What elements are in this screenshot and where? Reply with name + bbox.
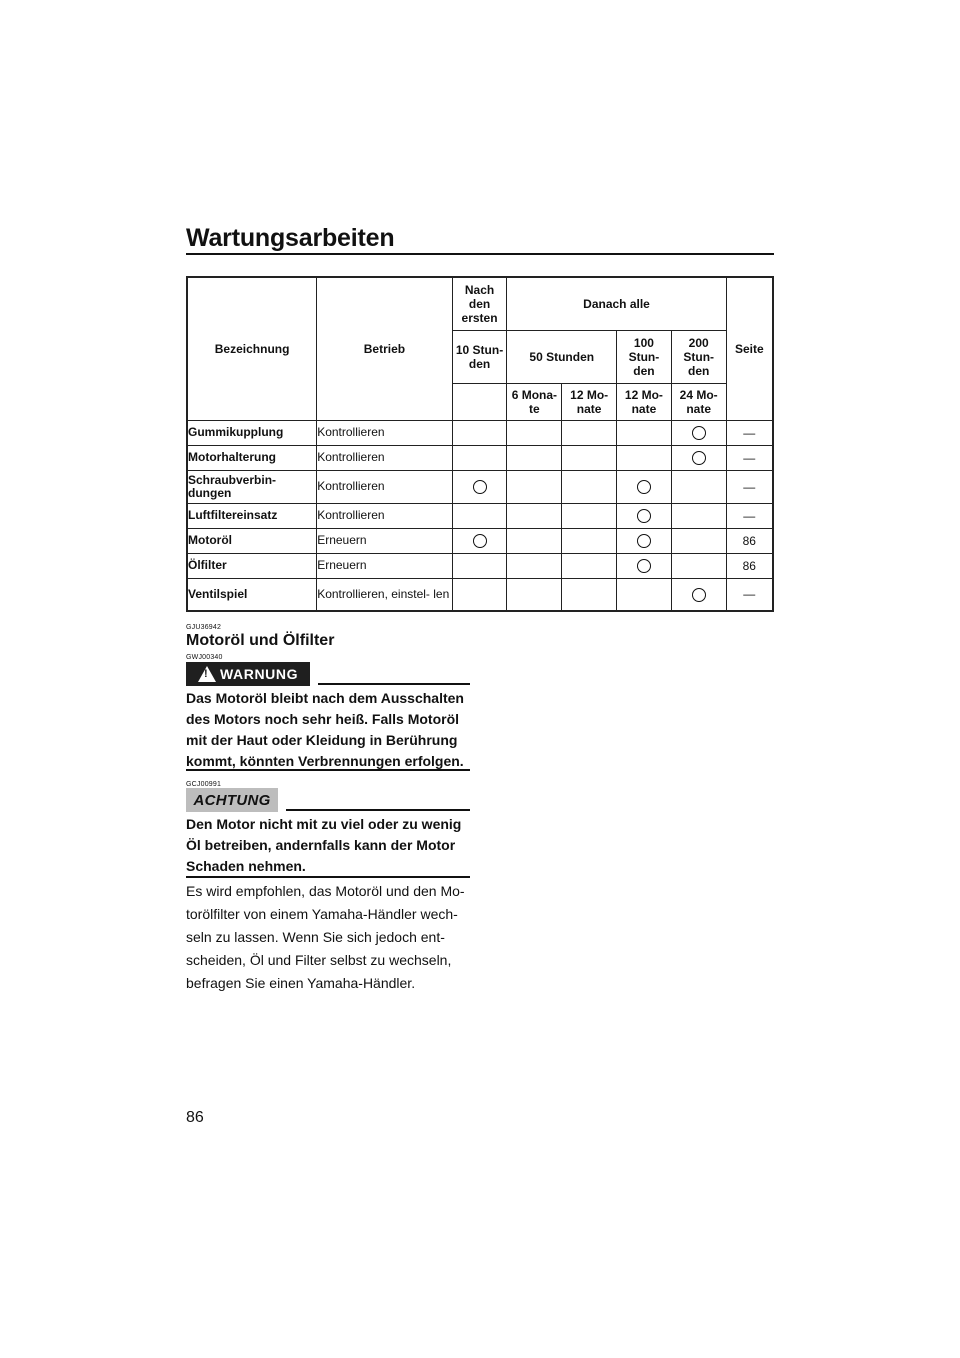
header-12-monate-a: 12 Mo- nate [562, 383, 617, 420]
row-name: Luftfiltereinsatz [187, 503, 317, 528]
warning-label: WARNUNG [220, 666, 299, 682]
row-interval-cell [562, 503, 617, 528]
row-name: Gummikupplung [187, 420, 317, 445]
row-interval-cell [507, 503, 562, 528]
header-10-stunden: 10 Stun- den [452, 330, 507, 383]
header-200-stunden: 200 Stun- den [671, 330, 726, 383]
row-interval-cell [671, 578, 726, 611]
row-operation: Erneuern [317, 528, 452, 553]
table-row [187, 420, 773, 445]
header-empty [452, 383, 507, 420]
row-interval-cell [452, 553, 507, 578]
check-circle-icon [473, 480, 487, 494]
header-betrieb: Betrieb [317, 277, 452, 420]
row-page: — [726, 578, 773, 611]
check-circle-icon [637, 534, 651, 548]
caution-bottom-rule [186, 876, 470, 878]
row-operation: Kontrollieren [317, 445, 452, 470]
header-24-monate: 24 Mo- nate [671, 383, 726, 420]
warning-text: Das Motoröl bleibt nach dem Ausschalten des Motors noch sehr heiß. Falls Motoröl mit der Haut oder Kleidung in Berührung kommt, könnten Verbrennungen erfolgen. [186, 690, 464, 769]
warning-top-rule [318, 683, 470, 685]
row-interval-cell [671, 470, 726, 503]
row-page: — [726, 420, 773, 445]
warning-code: GWJ00340 [186, 654, 223, 661]
row-interval-cell [507, 528, 562, 553]
caution-text: Den Motor nicht mit zu viel oder zu wenig Öl betreiben, andernfalls kann der Motor Schaden nehmen. [186, 816, 462, 874]
row-interval-cell [452, 420, 507, 445]
row-interval-cell [617, 553, 672, 578]
row-interval-cell [452, 470, 507, 503]
row-interval-cell [617, 445, 672, 470]
caution-badge [186, 788, 278, 812]
row-interval-cell [507, 470, 562, 503]
body-paragraph: Es wird empfohlen, das Motoröl und den Mo- torölfilter von einem Yamaha-Händler wech- seln zu lassen. Wenn Sie sich jedoch ent- scheiden, Öl und Filter selbst zu wechseln, befragen Sie einen Yamaha-Händler. [186, 883, 465, 991]
row-interval-cell [507, 578, 562, 611]
caution-top-rule [286, 809, 470, 811]
header-100-stunden: 100 Stun- den [617, 330, 672, 383]
row-interval-cell [671, 420, 726, 445]
page-number: 86 [186, 1109, 204, 1126]
row-name: Motoröl [187, 528, 317, 553]
row-interval-cell [452, 503, 507, 528]
row-interval-cell [671, 528, 726, 553]
row-interval-cell [507, 553, 562, 578]
section-code: GJU36942 [186, 624, 222, 631]
check-circle-icon [692, 426, 706, 440]
row-interval-cell [562, 420, 617, 445]
check-circle-icon [692, 588, 706, 602]
row-page: — [726, 503, 773, 528]
row-page: — [726, 470, 773, 503]
row-interval-cell [617, 420, 672, 445]
row-operation: Kontrollieren [317, 420, 452, 445]
section-heading: Motoröl und Ölfilter [186, 632, 335, 649]
check-circle-icon [473, 534, 487, 548]
page-title: Wartungsarbeiten [186, 224, 395, 252]
row-interval-cell [617, 470, 672, 503]
row-interval-cell [562, 528, 617, 553]
row-operation: Erneuern [317, 553, 452, 578]
table-row [187, 553, 773, 578]
header-nach-den-ersten: Nach den ersten [452, 277, 507, 330]
row-interval-cell [617, 503, 672, 528]
row-interval-cell [671, 503, 726, 528]
header-seite: Seite [726, 277, 773, 420]
row-interval-cell [562, 553, 617, 578]
row-page: 86 [726, 553, 773, 578]
table-row [187, 470, 773, 503]
warning-triangle-icon: ! [198, 666, 216, 682]
row-name: Ölfilter [187, 553, 317, 578]
check-circle-icon [692, 451, 706, 465]
row-operation: Kontrollieren, einstel- len [317, 578, 452, 611]
row-interval-cell [507, 420, 562, 445]
header-danach-alle: Danach alle [507, 277, 726, 330]
caution-label: ACHTUNG [193, 791, 271, 809]
check-circle-icon [637, 480, 651, 494]
row-name: Motorhalterung [187, 445, 317, 470]
caution-code: GCJ00991 [186, 781, 222, 788]
row-interval-cell [452, 578, 507, 611]
row-interval-cell [617, 578, 672, 611]
row-interval-cell [452, 528, 507, 553]
table-row [187, 528, 773, 553]
title-rule [186, 253, 774, 255]
table-row [187, 503, 773, 528]
table-row [187, 445, 773, 470]
row-page: — [726, 445, 773, 470]
header-bezeichnung: Bezeichnung [187, 277, 317, 420]
row-operation: Kontrollieren [317, 470, 452, 503]
row-interval-cell [617, 528, 672, 553]
row-name: Ventilspiel [187, 578, 317, 611]
row-interval-cell [452, 445, 507, 470]
warning-bottom-rule [186, 769, 470, 771]
row-page: 86 [726, 528, 773, 553]
row-name: Schraubverbin- dungen [187, 470, 317, 503]
header-12-monate-b: 12 Mo- nate [617, 383, 672, 420]
row-interval-cell [671, 445, 726, 470]
check-circle-icon [637, 509, 651, 523]
row-interval-cell [562, 445, 617, 470]
header-6-monate: 6 Mona- te [507, 383, 562, 420]
row-interval-cell [507, 445, 562, 470]
row-interval-cell [671, 553, 726, 578]
check-circle-icon [637, 559, 651, 573]
row-interval-cell [562, 470, 617, 503]
row-interval-cell [562, 578, 617, 611]
header-50-stunden: 50 Stunden [507, 330, 617, 383]
row-operation: Kontrollieren [317, 503, 452, 528]
maintenance-table [186, 276, 774, 612]
table-row [187, 578, 773, 611]
warning-badge [186, 662, 310, 686]
